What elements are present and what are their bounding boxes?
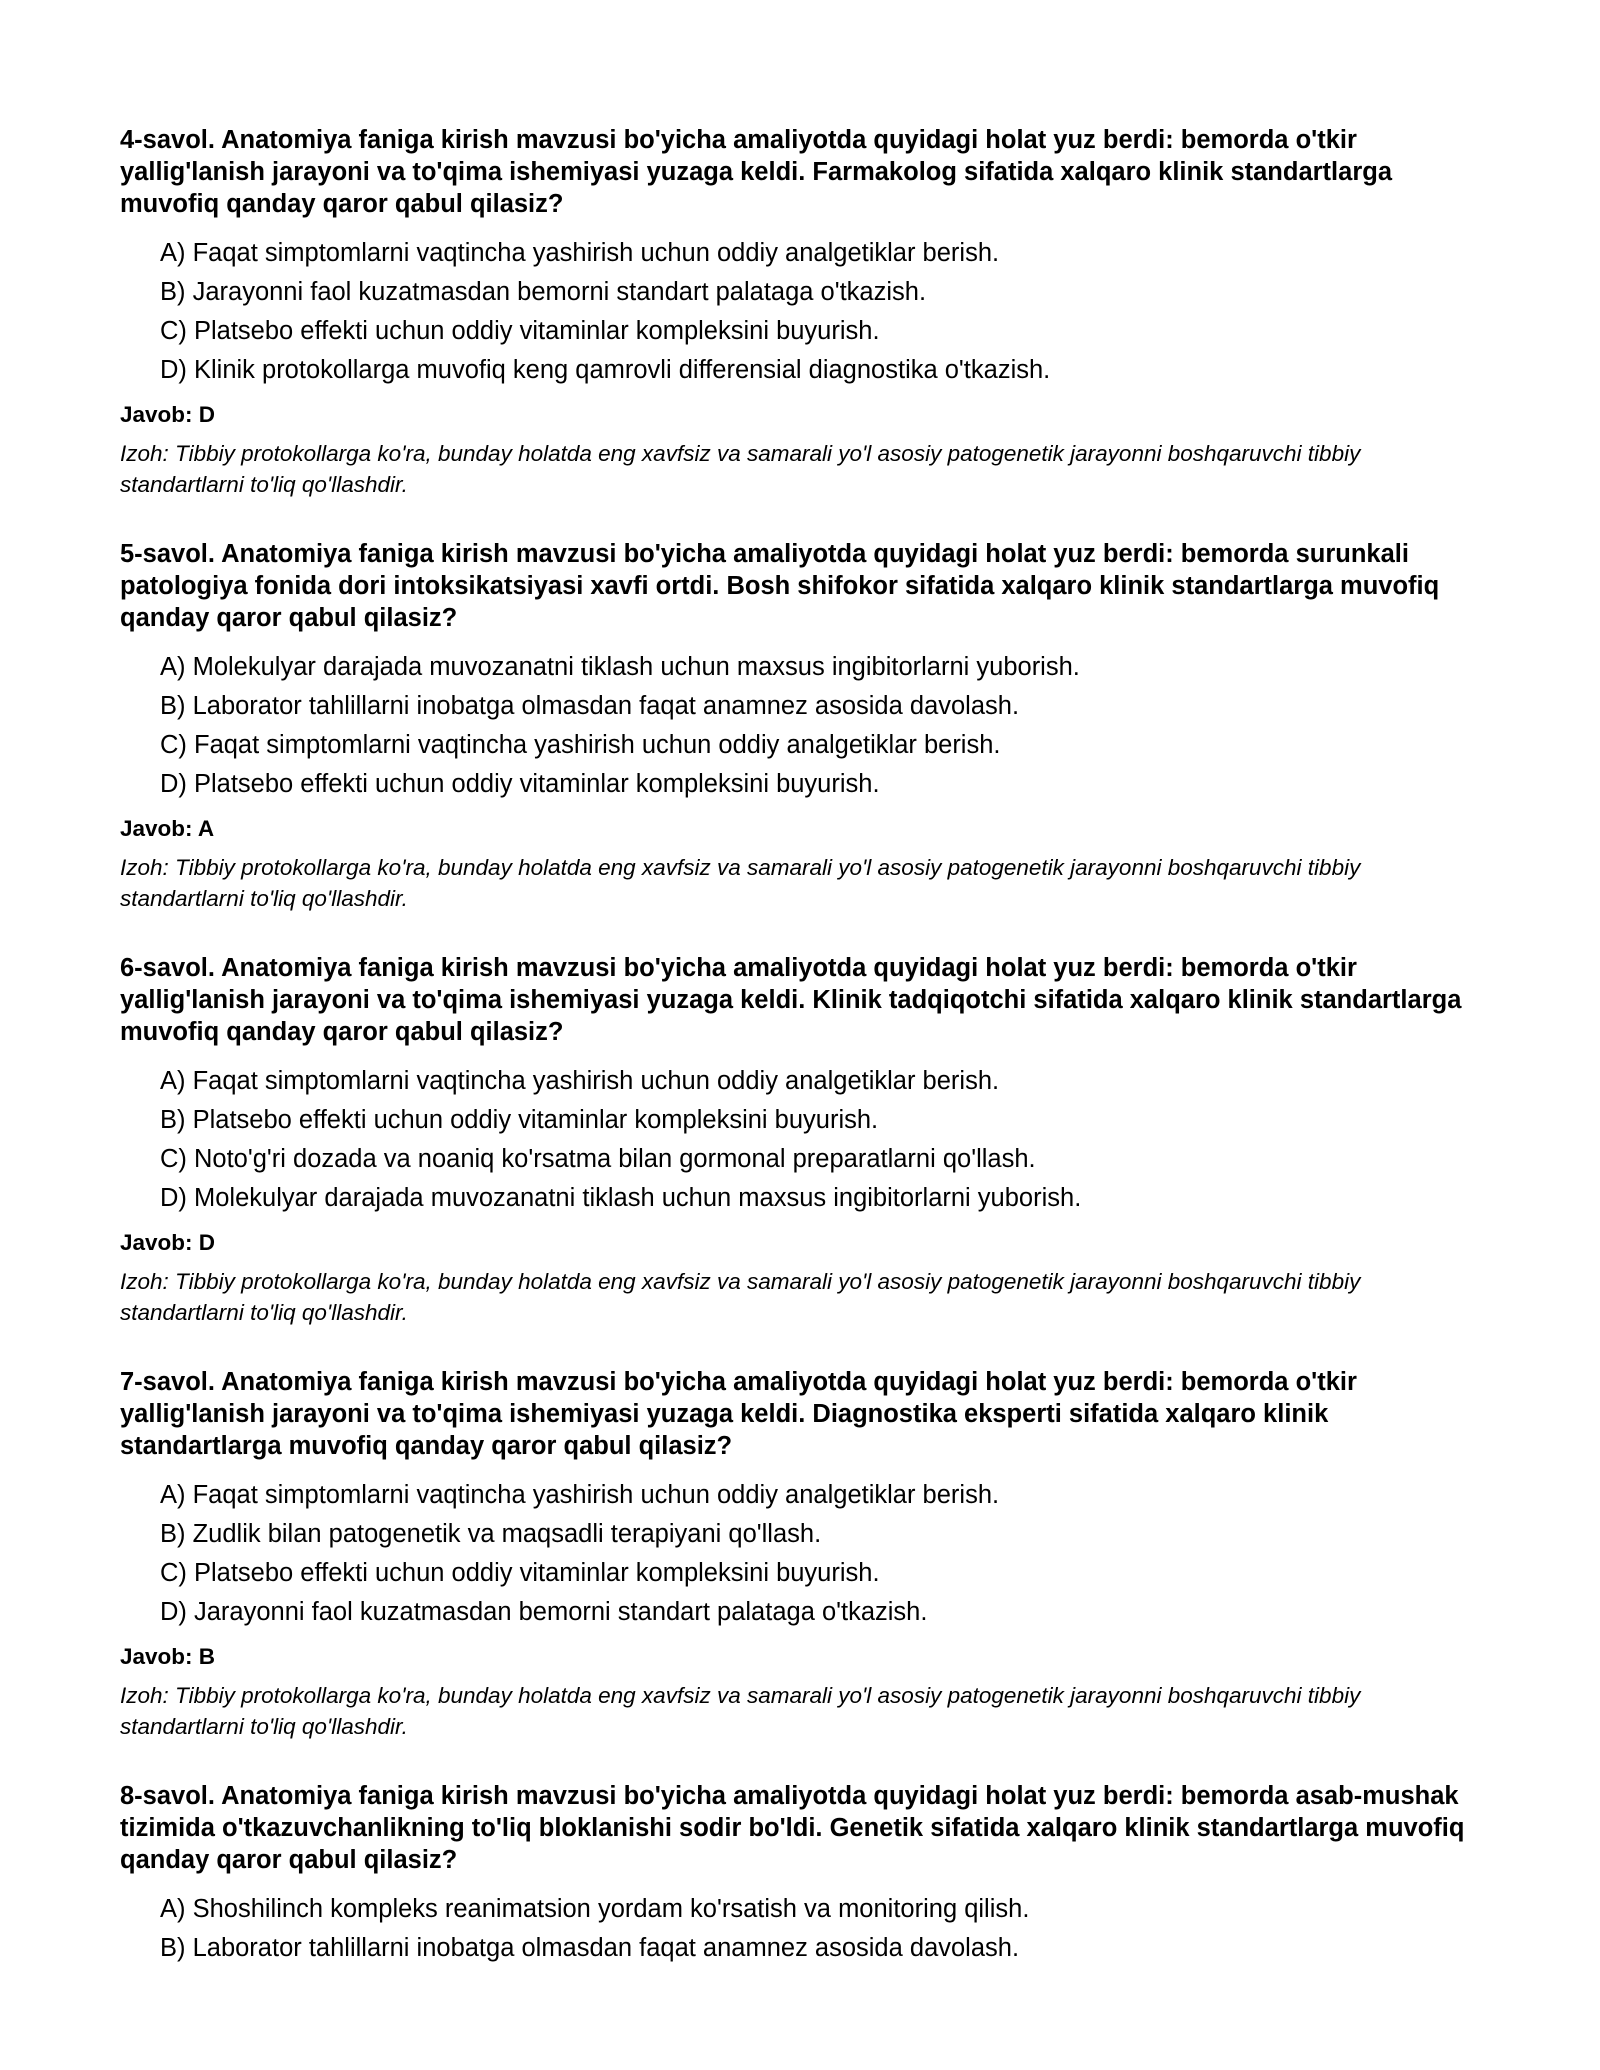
option-b: B) Jarayonni faol kuzatmasdan bemorni standart palataga o'tkazish.	[160, 278, 927, 306]
option-a: A) Molekulyar darajada muvozanatni tiklash uchun maxsus ingibitorlarni yuborish.	[160, 653, 1080, 681]
option-c: C) Platsebo effekti uchun oddiy vitaminlar kompleksini buyurish.	[160, 317, 880, 345]
explanation-note: Izoh: Tibbiy protokollarga ko'ra, bunday holatda eng xavfsiz va samarali yo'l asosiy patogenetik jarayonni boshqaruvchi tibbiy standartlarni to'liq qo'llashdir.	[120, 441, 1361, 497]
option-b: B) Platsebo effekti uchun oddiy vitaminlar kompleksini buyurish.	[160, 1106, 879, 1134]
option-d: D) Molekulyar darajada muvozanatni tiklash uchun maxsus ingibitorlarni yuborish.	[160, 1184, 1082, 1212]
question-4	[120, 124, 1490, 500]
option-a: A) Faqat simptomlarni vaqtincha yashirish uchun oddiy analgetiklar berish.	[160, 1481, 1000, 1509]
question-6	[120, 952, 1490, 1328]
question-7	[120, 1366, 1490, 1742]
option-c: C) Platsebo effekti uchun oddiy vitaminlar kompleksini buyurish.	[160, 1559, 880, 1587]
answer: Javob: D	[120, 1230, 216, 1255]
options-list	[120, 234, 1490, 390]
question-title: 5-savol. Anatomiya faniga kirish mavzusi bo'yicha amaliyotda quyidagi holat yuz berdi: bemorda surunkali patologiya fonida dori intoksikatsiyasi xavfi ortdi. Bosh shifokor sifatida xalqaro klinik standartlarga muvofiq qanday qaror qabul qilasiz?	[120, 540, 1440, 632]
option-b: B) Zudlik bilan patogenetik va maqsadli terapiyani qo'llash.	[160, 1520, 822, 1548]
explanation-note: Izoh: Tibbiy protokollarga ko'ra, bunday holatda eng xavfsiz va samarali yo'l asosiy patogenetik jarayonni boshqaruvchi tibbiy standartlarni to'liq qo'llashdir.	[120, 1269, 1361, 1325]
question-title: 4-savol. Anatomiya faniga kirish mavzusi bo'yicha amaliyotda quyidagi holat yuz berdi: bemorda o'tkir yallig'lanish jarayoni va to'qima ishemiyasi yuzaga keldi. Farmakolog sifatida xalqaro klinik standartlarga muvofiq qanday qaror qabul qilasiz?	[120, 126, 1392, 218]
option-b: B) Laborator tahlillarni inobatga olmasdan faqat anamnez asosida davolash.	[160, 692, 1020, 720]
options-list	[120, 648, 1490, 804]
answer: Javob: A	[120, 816, 215, 841]
question-title: 8-savol. Anatomiya faniga kirish mavzusi bo'yicha amaliyotda quyidagi holat yuz berdi: bemorda asab-mushak tizimida o'tkazuvchanlikning to'liq bloklanishi sodir bo'ldi. Genetik sifatida xalqaro klinik standartlarga muvofiq qanday qaror qabul qilasiz?	[120, 1782, 1465, 1874]
question-title: 6-savol. Anatomiya faniga kirish mavzusi bo'yicha amaliyotda quyidagi holat yuz berdi: bemorda o'tkir yallig'lanish jarayoni va to'qima ishemiyasi yuzaga keldi. Klinik tadqiqotchi sifatida xalqaro klinik standartlarga muvofiq qanday qaror qabul qilasiz?	[120, 954, 1462, 1046]
option-d: D) Klinik protokollarga muvofiq keng qamrovli differensial diagnostika o'tkazish.	[160, 356, 1051, 384]
options-list	[120, 1476, 1490, 1632]
question-title: 7-savol. Anatomiya faniga kirish mavzusi bo'yicha amaliyotda quyidagi holat yuz berdi: bemorda o'tkir yallig'lanish jarayoni va to'qima ishemiyasi yuzaga keldi. Diagnostika eksperti sifatida xalqaro klinik standartlarga muvofiq qanday qaror qabul qilasiz?	[120, 1368, 1357, 1460]
option-c: C) Faqat simptomlarni vaqtincha yashirish uchun oddiy analgetiklar berish.	[160, 731, 1001, 759]
option-d: D) Jarayonni faol kuzatmasdan bemorni standart palataga o'tkazish.	[160, 1598, 928, 1626]
options-list	[120, 1890, 1490, 1968]
explanation-note: Izoh: Tibbiy protokollarga ko'ra, bunday holatda eng xavfsiz va samarali yo'l asosiy patogenetik jarayonni boshqaruvchi tibbiy standartlarni to'liq qo'llashdir.	[120, 855, 1361, 911]
option-a: A) Faqat simptomlarni vaqtincha yashirish uchun oddiy analgetiklar berish.	[160, 1067, 1000, 1095]
options-list	[120, 1062, 1490, 1218]
answer: Javob: D	[120, 402, 216, 427]
option-d: D) Platsebo effekti uchun oddiy vitaminlar kompleksini buyurish.	[160, 770, 880, 798]
option-a: A) Faqat simptomlarni vaqtincha yashirish uchun oddiy analgetiklar berish.	[160, 239, 1000, 267]
question-5	[120, 538, 1490, 914]
option-a: A) Shoshilinch kompleks reanimatsion yordam ko'rsatish va monitoring qilish.	[160, 1895, 1030, 1923]
option-b: B) Laborator tahlillarni inobatga olmasdan faqat anamnez asosida davolash.	[160, 1934, 1020, 1962]
question-8	[120, 1780, 1490, 1968]
explanation-note: Izoh: Tibbiy protokollarga ko'ra, bunday holatda eng xavfsiz va samarali yo'l asosiy patogenetik jarayonni boshqaruvchi tibbiy standartlarni to'liq qo'llashdir.	[120, 1683, 1361, 1739]
answer: Javob: B	[120, 1644, 216, 1669]
option-c: C) Noto'g'ri dozada va noaniq ko'rsatma bilan gormonal preparatlarni qo'llash.	[160, 1145, 1036, 1173]
